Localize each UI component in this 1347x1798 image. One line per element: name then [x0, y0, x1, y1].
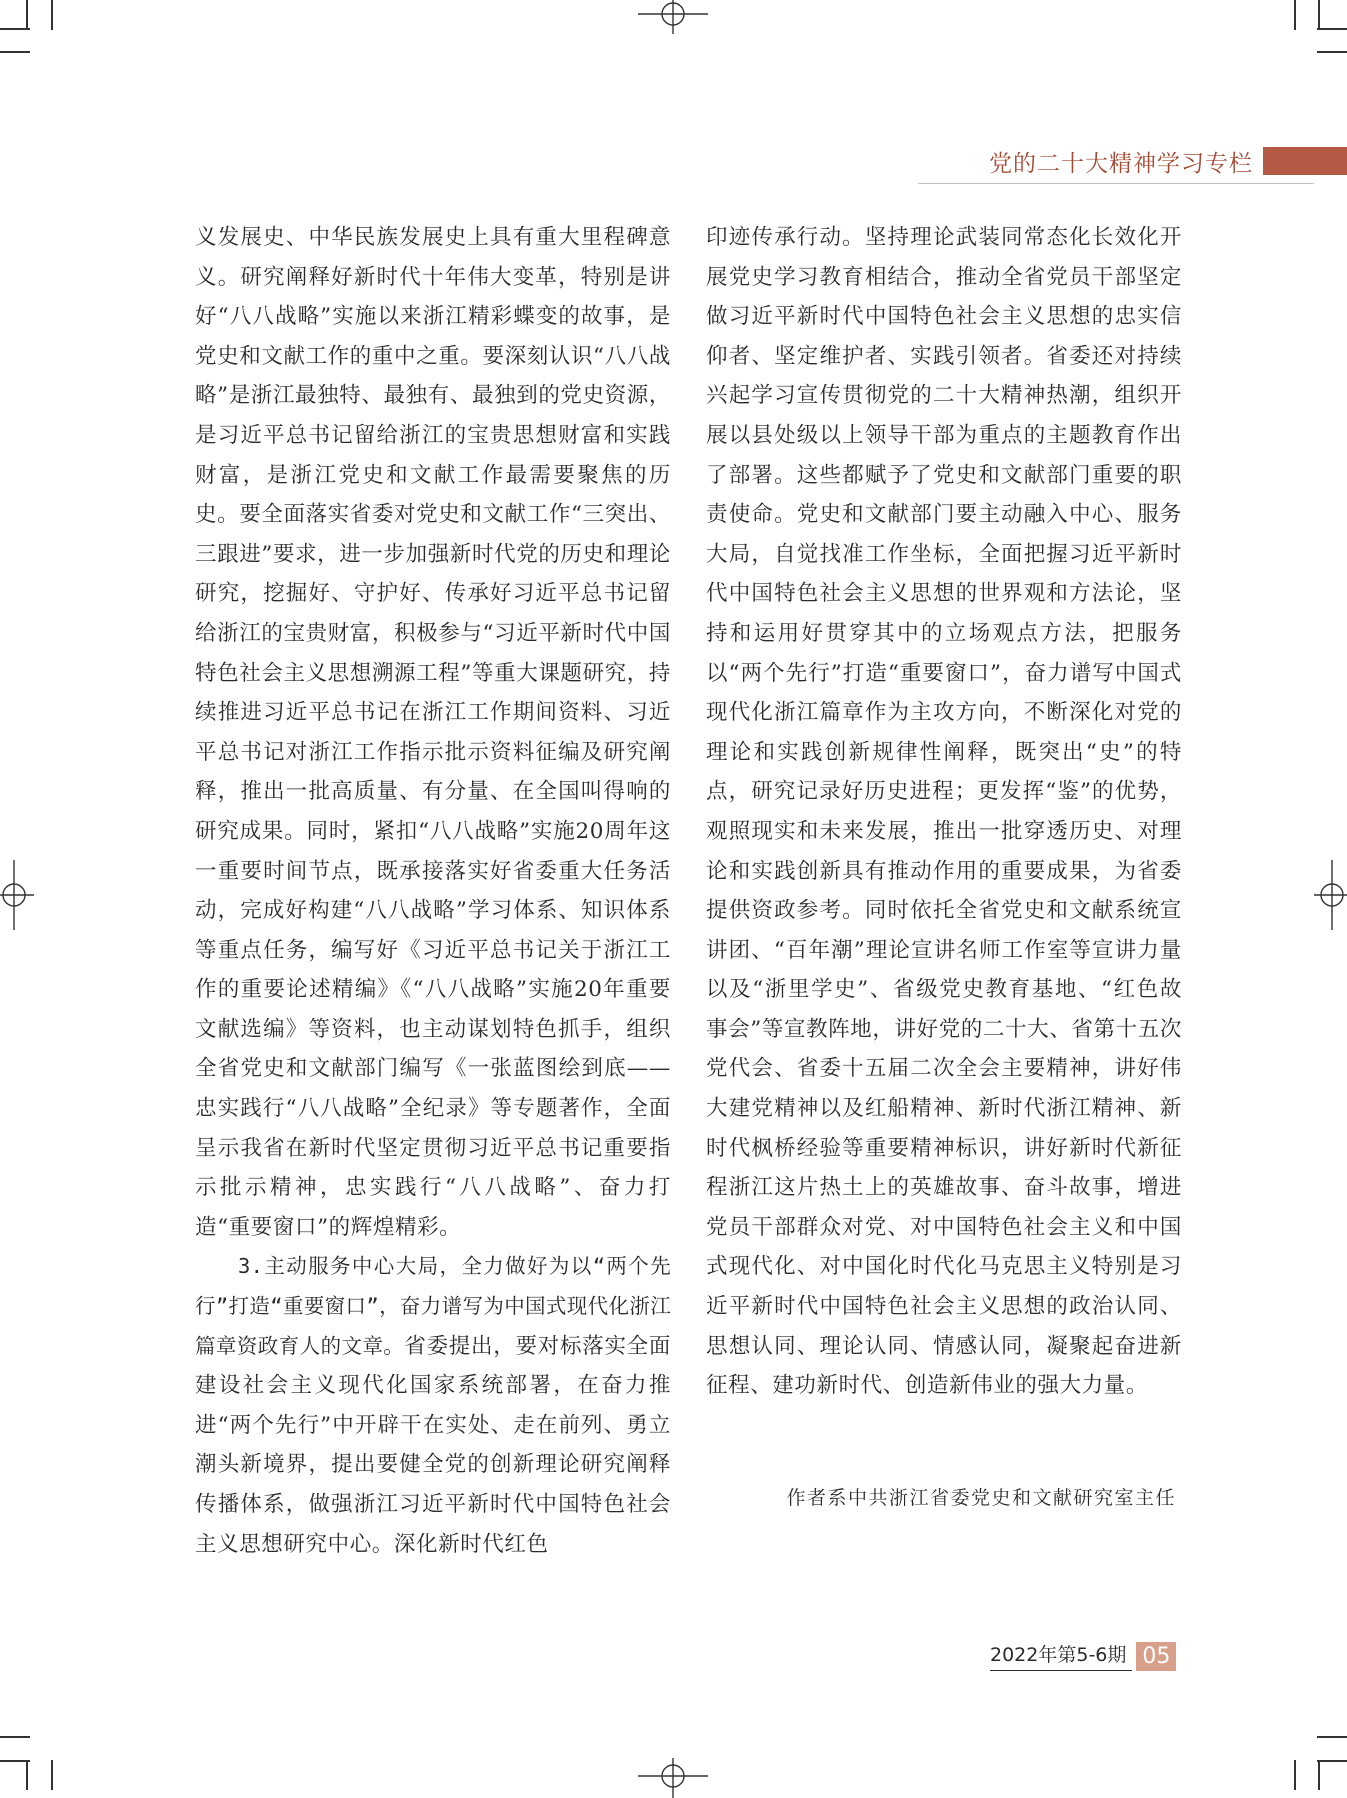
- crop-mark: [0, 1736, 30, 1738]
- article-column-left: [195, 218, 671, 1564]
- article-column-right: [706, 218, 1182, 1406]
- section-accent-bar: [1263, 147, 1347, 175]
- crop-mark: [1317, 1736, 1347, 1738]
- lead-heading: 3.主动服务中心大局，全力做好为以“两个先行”打造“重要窗口”，奋力谱写为中国式现代化浙江篇章资政育人的文章。: [195, 1254, 671, 1358]
- page-number: 05: [1136, 1642, 1176, 1671]
- crop-mark: [0, 1760, 30, 1762]
- crop-mark: [1318, 0, 1320, 30]
- paragraph: 印迹传承行动。坚持理论武装同常态化长效化开展党史学习教育相结合，推动全省党员干部坚定做习近平新时代中国特色社会主义思想的忠实信仰者、坚定维护者、实践引领者。省委还对持续兴起学习宣传贯彻党的二十大精神热潮，组织开展以县处级以上领导干部为重点的主题教育作出了部署。这些都赋予了党史和文献部门重要的职责使命。党史和文献部门要主动融入中心、服务大局，自觉找准工作坐标，全面把握习近平新时代中国特色社会主义思想的世界观和方法论，坚持和运用好贯穿其中的立场观点方法，把服务以“两个先行”打造“重要窗口”，奋力谱写中国式现代化浙江篇章作为主攻方向，不断深化对党的理论和实践创新规律性阐释，既突出“史”的特点，研究记录好历史进程；更发挥“鉴”的优势，观照现实和未来发展，推出一批穿透历史、对理论和实践创新具有推动作用的重要成果，为省委提供资政参考。同时依托全省党史和文献系统宣讲团、“百年潮”理论宣讲名师工作室等宣讲力量以及“浙里学史”、省级党史教育基地、“红色故事会”等宣教阵地，讲好党的二十大、省第十五次党代会、省委十五届二次全会主要精神，讲好伟大建党精神以及红船精神、新时代浙江精神、新时代枫桥经验等重要精神标识，讲好新时代新征程浙江这片热土上的英雄故事、奋斗故事，增进党员干部群众对党、对中国特色社会主义和中国式现代化、对中国化时代化马克思主义特别是习近平新时代中国特色社会主义思想的政治认同、思想认同、理论认同、情感认同，凝聚起奋进新征程、建功新时代、创造新伟业的强大力量。: [706, 225, 1182, 1399]
- lead-body: 省委提出，要对标落实全面建设社会主义现代化国家系统部署，在奋力推进“两个先行”中开辟干在实处、走在前列、勇立潮头新境界，提出要健全党的创新理论研究阐释传播体系，做强浙江习近平新时代中国特色社会主义思想研究中心。深化新时代红色: [195, 1333, 672, 1557]
- section-divider: [918, 183, 1314, 184]
- author-note: 作者系中共浙江省委党史和文献研究室主任: [786, 1487, 1176, 1509]
- crop-mark: [1317, 28, 1347, 30]
- page-footer: [990, 1640, 1176, 1671]
- crop-mark: [1317, 1760, 1347, 1762]
- crop-mark: [1294, 0, 1296, 30]
- crop-mark: [1317, 51, 1347, 53]
- section-header: [989, 146, 1347, 176]
- crop-mark: [1318, 1760, 1320, 1790]
- registration-mark-left: [0, 860, 36, 930]
- issue-label: 2022年第5-6期: [990, 1640, 1132, 1671]
- paragraph: 义发展史、中华民族发展史上具有重大里程碑意义。研究阐释好新时代十年伟大变革，特别是讲好“八八战略”实施以来浙江精彩蝶变的故事，是党史和文献工作的重中之重。要深刻认识“八八战略”是浙江最独特、最独有、最独到的党史资源，是习近平总书记留给浙江的宝贵思想财富和实践财富，是浙江党史和文献工作最需要聚焦的历史。要全面落实省委对党史和文献工作“三突出、三跟进”要求，进一步加强新时代党的历史和理论研究，挖掘好、守护好、传承好习近平总书记留给浙江的宝贵财富，积极参与“习近平新时代中国特色社会主义思想溯源工程”等重大课题研究，持续推进习近平总书记在浙江工作期间资料、习近平总书记对浙江工作指示批示资料征编及研究阐释，推出一批高质量、有分量、在全国叫得响的研究成果。同时，紧扣“八八战略”实施20周年这一重要时间节点，既承接落实好省委重大任务活动，完成好构建“八八战略”学习体系、知识体系等重点任务，编写好《习近平总书记关于浙江工作的重要论述精编》《“八八战略”实施20年重要文献选编》等资料，也主动谋划特色抓手，组织全省党史和文献部门编写《一张蓝图绘到底——忠实践行“八八战略”全纪录》等专题著作，全面呈示我省在新时代坚定贯彻习近平总书记重要指示批示精神，忠实践行“八八战略”、奋力打造“重要窗口”的辉煌精彩。: [195, 225, 671, 1240]
- crop-mark: [0, 51, 30, 53]
- registration-mark-bottom: [638, 1758, 708, 1798]
- crop-mark: [26, 0, 28, 30]
- paragraph-lead: [195, 1247, 671, 1564]
- registration-mark-right: [1312, 860, 1347, 930]
- crop-mark: [1294, 1760, 1296, 1790]
- crop-mark: [0, 28, 30, 30]
- crop-mark: [26, 1760, 28, 1790]
- section-title: 党的二十大精神学习专栏: [989, 150, 1253, 177]
- crop-mark: [51, 0, 53, 30]
- crop-mark: [51, 1760, 53, 1790]
- registration-mark-top: [638, 0, 708, 36]
